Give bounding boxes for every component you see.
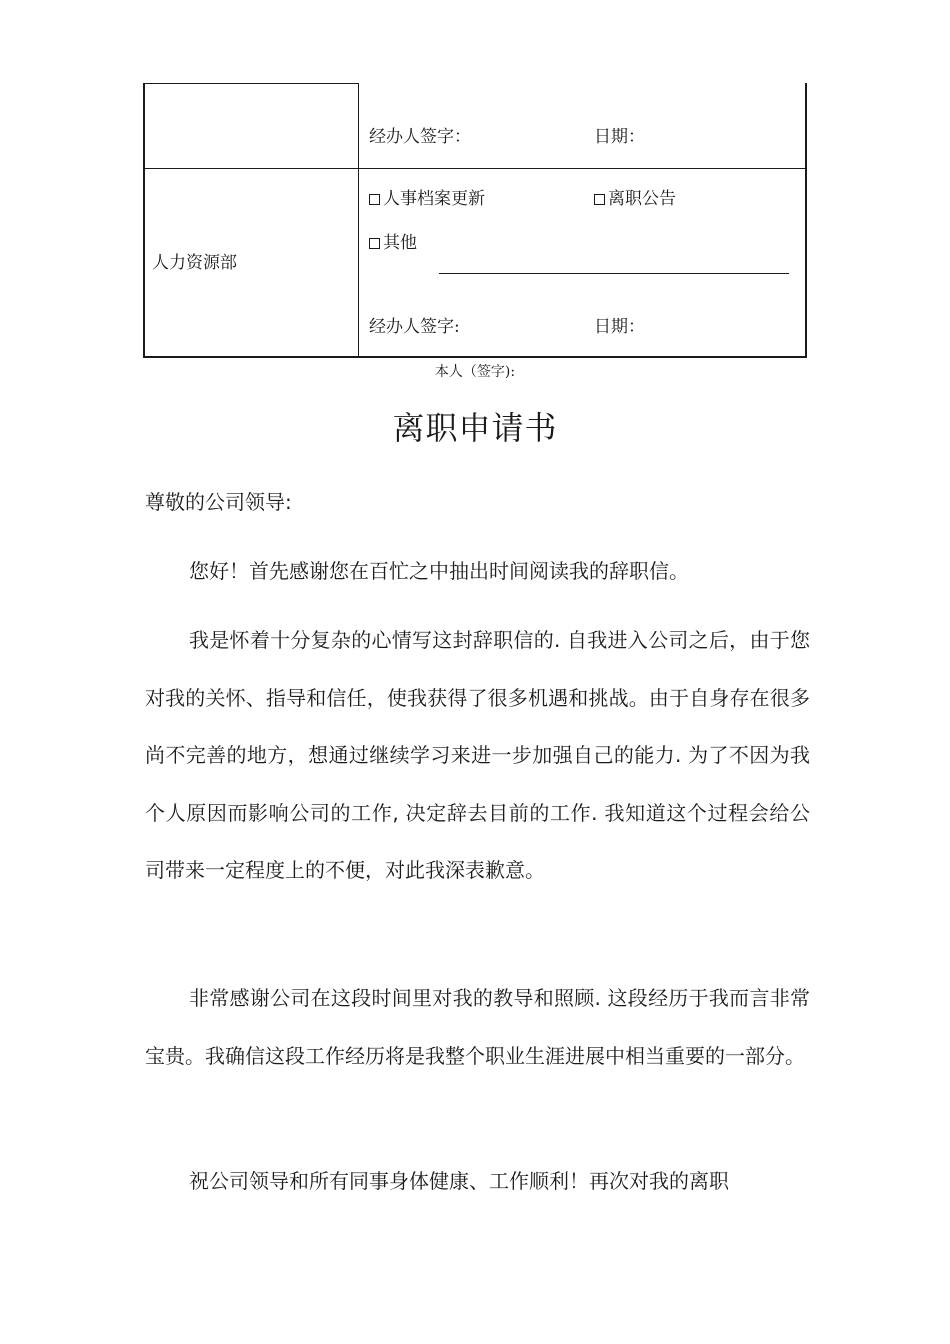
- table-top-partial-border: [143, 83, 358, 84]
- table-bottom-border: [143, 356, 807, 358]
- letter-paragraph-2: 我是怀着十分复杂的心情写这封辞职信的. 自我进入公司之后，由于您对我的关怀、指导和信任，使我获得了很多机遇和挑战。由于自身存在很多尚不完善的地方，想通过继续学习来进一步加强自己的能力. 为了不因为我个人原因而影响公司的工作, 决定辞去目前的工作. 我知道这个过程会给公司带来一定程度上的不便，对此我深表歉意。: [145, 628, 810, 882]
- other-fill-in-line[interactable]: [439, 273, 789, 274]
- row1-handler-signature-label: 经办人签字：: [369, 127, 471, 147]
- letter-salutation: 尊敬的公司领导:: [145, 490, 292, 514]
- row1-date-label: 日期：: [594, 127, 645, 147]
- hr-department-label: 人力资源部: [152, 253, 237, 273]
- row2-date-label: 日期：: [594, 317, 645, 337]
- option-personnel-file-update[interactable]: [369, 189, 485, 209]
- option-label: 人事档案更新: [383, 189, 485, 209]
- option-label: 离职公告: [608, 189, 676, 209]
- checkbox-icon[interactable]: [594, 194, 605, 205]
- self-signature-caption: 本人（签字):: [434, 364, 516, 380]
- row2-handler-signature-label: 经办人签字:: [369, 317, 460, 337]
- letter-paragraph-4: 祝公司领导和所有同事身体健康、工作顺利！再次对我的离职: [189, 1169, 729, 1193]
- option-resignation-notice[interactable]: [594, 189, 676, 209]
- table-column-divider: [358, 83, 359, 358]
- table-right-border: [805, 83, 807, 358]
- letter-title: 离职申请书: [392, 409, 558, 447]
- letter-paragraph-1: 您好！首先感谢您在百忙之中抽出时间阅读我的辞职信。: [189, 559, 689, 583]
- option-other[interactable]: [369, 233, 417, 253]
- table-row-divider: [143, 168, 807, 169]
- checkbox-icon[interactable]: [369, 194, 380, 205]
- letter-paragraph-3: 非常感谢公司在这段时间里对我的教导和照顾. 这段经历于我而言非常宝贵。我确信这段工作经历将是我整个职业生涯进展中相当重要的一部分。: [145, 986, 810, 1068]
- option-label: 其他: [383, 233, 417, 253]
- table-left-border: [143, 83, 145, 358]
- handover-form-table: [143, 83, 807, 358]
- checkbox-icon[interactable]: [369, 238, 380, 249]
